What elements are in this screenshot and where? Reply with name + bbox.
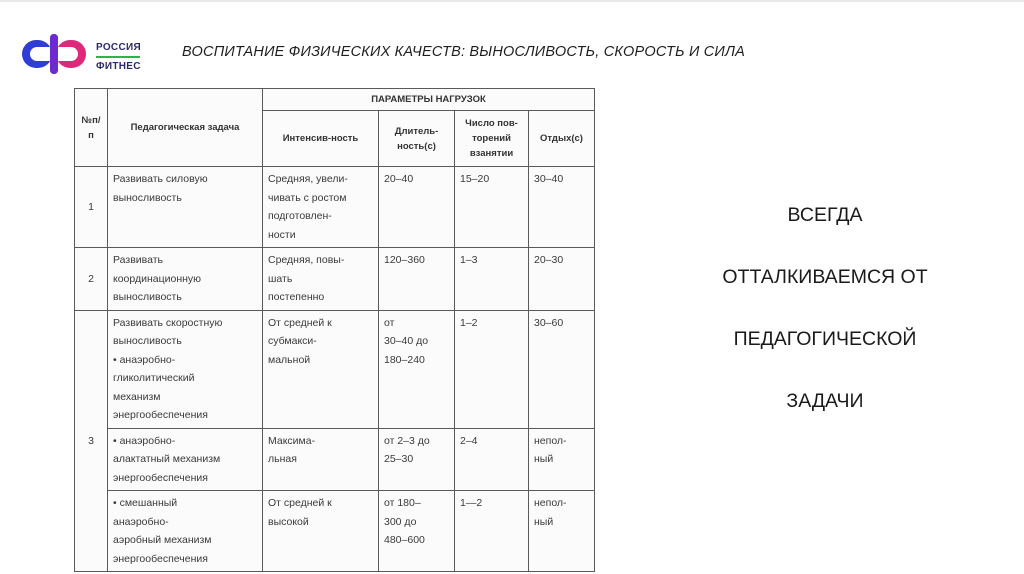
header-num: №п/п [75, 89, 108, 167]
brand-wordmark [96, 40, 141, 74]
brand-underline [96, 56, 140, 58]
table-row [75, 491, 595, 572]
task-cell: • смешанный анаэробно- аэробный механизм энергообеспечения [108, 491, 263, 572]
intensity-cell: Средняя, повы- шать постепенно [263, 248, 379, 311]
brand-line-2: ФИТНЕС [96, 61, 141, 72]
rest-cell: непол- ный [529, 428, 595, 491]
intensity-cell: Средняя, увели- чивать с ростом подготовлен- ности [263, 167, 379, 248]
header-params: ПАРАМЕТРЫ НАГРУЗОК [263, 89, 595, 111]
task-cell: Развивать силовую выносливость [108, 167, 263, 248]
duration-cell: от 180– 300 до 480–600 [379, 491, 455, 572]
row-num: 1 [75, 167, 108, 248]
duration-cell: от 2–3 до 25–30 [379, 428, 455, 491]
intensity-cell: От средней к высокой [263, 491, 379, 572]
key-message [660, 196, 990, 444]
task-cell: Развивать координационную выносливость [108, 248, 263, 311]
rest-cell: 30–40 [529, 167, 595, 248]
task-cell: Развивать скоростную выносливость • анаэробно- гликолитический механизм энергообеспечения [108, 310, 263, 428]
load-parameters-table [74, 88, 595, 572]
top-divider [0, 0, 1024, 2]
key-message-line: ОТТАЛКИВАЕМСЯ ОТ [722, 266, 928, 288]
intensity-cell: От средней к субмакси- мальной [263, 310, 379, 428]
task-cell: • анаэробно- алактатный механизм энергообеспечения [108, 428, 263, 491]
duration-cell: 120–360 [379, 248, 455, 311]
brand-line-1: РОССИЯ [96, 42, 141, 53]
key-message-line: ВСЕГДА [787, 204, 863, 226]
reps-cell: 15–20 [455, 167, 529, 248]
header-duration: Длитель-ность(с) [379, 111, 455, 167]
rest-cell: непол- ный [529, 491, 595, 572]
row-num: 3 [75, 310, 108, 572]
table-row [75, 428, 595, 491]
header-task: Педагогическая задача [108, 89, 263, 167]
table-row [75, 248, 595, 311]
reps-cell: 1–3 [455, 248, 529, 311]
reps-cell: 2–4 [455, 428, 529, 491]
intensity-cell: Максима- льная [263, 428, 379, 491]
page-title: ВОСПИТАНИЕ ФИЗИЧЕСКИХ КАЧЕСТВ: ВЫНОСЛИВОСТЬ, СКОРОСТЬ И СИЛА [182, 44, 746, 60]
key-message-line: ПЕДАГОГИЧЕСКОЙ [733, 328, 917, 350]
duration-cell: 20–40 [379, 167, 455, 248]
key-message-line: ЗАДАЧИ [786, 390, 864, 412]
table-row [75, 167, 595, 248]
rest-cell: 30–60 [529, 310, 595, 428]
reps-cell: 1—2 [455, 491, 529, 572]
row-num: 2 [75, 248, 108, 311]
reps-cell: 1–2 [455, 310, 529, 428]
header-rest: Отдых(с) [529, 111, 595, 167]
table-row [75, 310, 595, 428]
duration-cell: от 30–40 до 180–240 [379, 310, 455, 428]
header-reps: Число пов-торений взанятии [455, 111, 529, 167]
header-intensity: Интенсив-ность [263, 111, 379, 167]
rest-cell: 20–30 [529, 248, 595, 311]
